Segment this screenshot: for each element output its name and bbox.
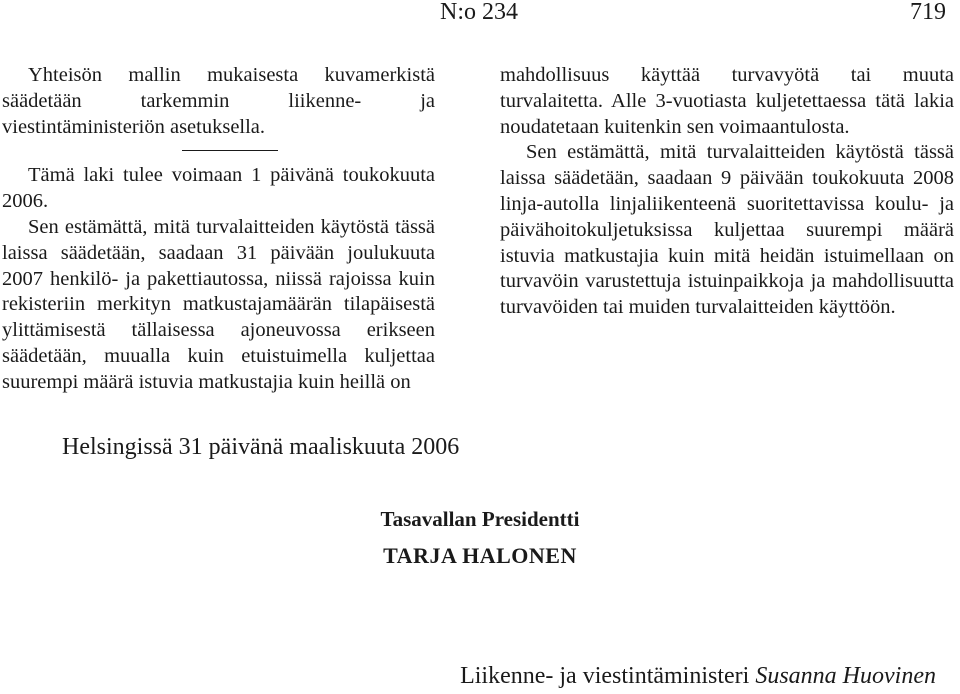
signer-name: TARJA HALONEN: [383, 543, 577, 568]
paragraph-transition-continued: mahdollisuus käyttää turvavyötä tai muuta turvalaitetta. Alle 3-vuotiasta kuljetettaessa tätä lakia noudatetaan kuitenkin sen voimaantulosta.: [500, 64, 954, 138]
left-column: [2, 63, 435, 396]
minister-name: Susanna Huovinen: [755, 663, 936, 689]
section-divider: [182, 150, 278, 151]
minister-signature: [460, 660, 936, 692]
signer-title: Tasavallan Presidentti: [380, 507, 580, 531]
paragraph-transition-cars: Sen estämättä, mitä turvalaitteiden käytöstä tässä laissa säädetään, saadaan 31 päivään joulukuuta 2007 henkilö- ja pakettiautossa, niissä rajoissa kuin rekisteriin merkityn matkustajamäärän tilapäisestä ylittämisestä tällaisessa ajoneuvossa erikseen säädetään, muualla kuin etuistuimella kuljettaa suurempi määrä istuvia matkustajia kuin heillä on: [2, 215, 435, 393]
minister-role: Liikenne- ja viestintäministeri: [460, 663, 750, 689]
paragraph-transition-buses: Sen estämättä, mitä turvalaitteiden käytöstä tässä laissa säädetään, saadaan 9 päivään toukokuuta 2008 linja-autolla linjaliikenteenä suoritettavissa koulu- ja päivähoitokuljetuksissa kuljettaa suurempi määrä istuvia matkustajia kuin mitä heidän istuimellaan on turvavöin varustettuja istuinpaikkoja ja mahdollisuutta turvavöiden tai muiden turvalaitteiden käyttöön.: [500, 141, 954, 319]
paragraph-entry-into-force: Tämä laki tulee voimaan 1 päivänä toukokuuta 2006.: [2, 164, 435, 213]
paragraph-emblem-regulation: Yhteisön mallin mukaisesta kuvamerkistä säädetään tarkemmin liikenne- ja viestintäministeriön asetuksella.: [2, 64, 435, 138]
place-and-date: Helsingissä 31 päivänä maaliskuuta 2006: [62, 434, 460, 460]
issue-number: N:o 234: [440, 0, 518, 25]
right-column: [500, 63, 954, 321]
page-number: 719: [910, 0, 946, 25]
